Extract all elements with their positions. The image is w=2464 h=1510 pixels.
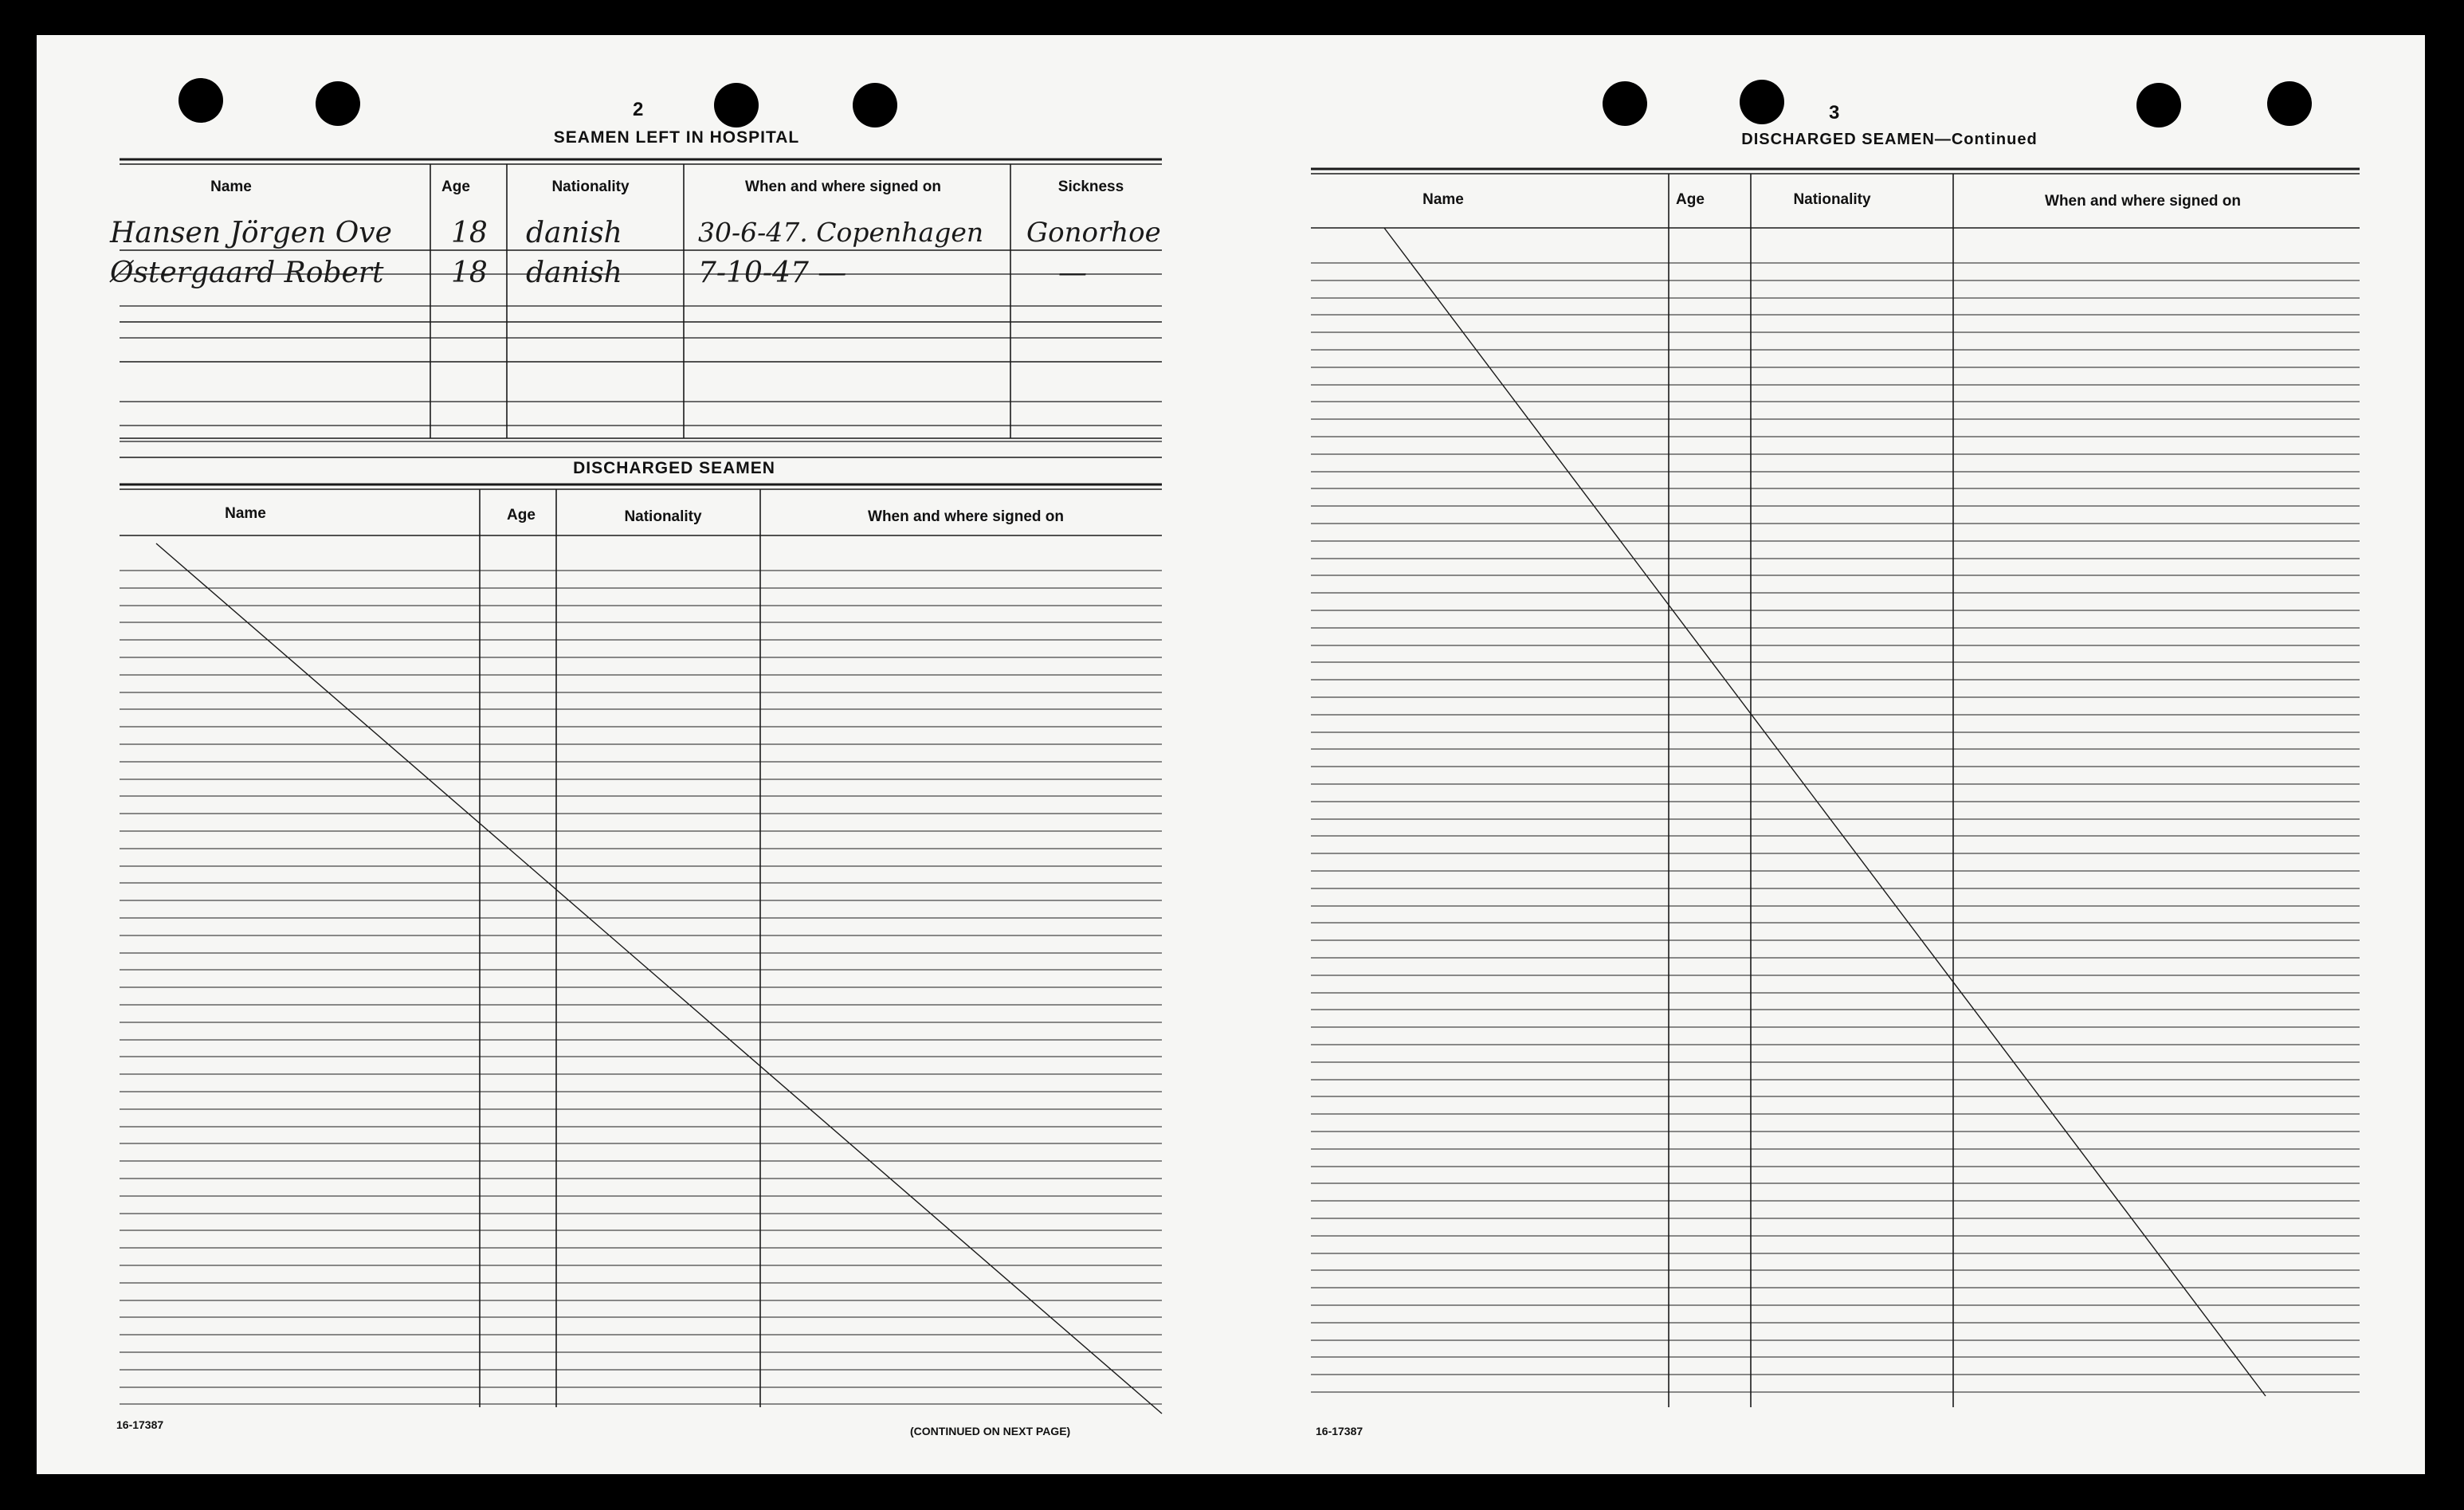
right-header-signed-on: When and where signed on [2045, 193, 2241, 210]
hospital-row-1-signed-on: 30-6-47. Copenhagen [698, 217, 984, 248]
hospital-row-2-sickness: — [1058, 257, 1087, 289]
hospital-section-title: SEAMEN LEFT IN HOSPITAL [553, 128, 800, 147]
discharged-section-title: DISCHARGED SEAMEN [573, 459, 775, 477]
form-number: 16-17387 [1316, 1425, 1363, 1437]
right-ruled-lines [1228, 35, 2425, 1474]
discharged-header-age: Age [507, 507, 536, 524]
right-section-title: DISCHARGED SEAMEN—Continued [1741, 131, 2038, 148]
hospital-header-signed-on: When and where signed on [745, 178, 941, 195]
hospital-header-sickness: Sickness [1057, 178, 1124, 195]
hospital-row-2-nationality: danish [526, 257, 622, 289]
hospital-header-name: Name [210, 178, 252, 195]
right-page [1228, 35, 2425, 1474]
cancel-stroke [1384, 228, 2266, 1396]
right-header-age: Age [1676, 191, 1705, 208]
hospital-row-2-age: 18 [451, 257, 488, 289]
left-ruled-lines [37, 35, 1228, 1474]
left-page [37, 35, 1228, 1474]
hospital-row-1-sickness: Gonorhoe [1026, 217, 1161, 249]
hospital-row-1-nationality: danish [526, 217, 622, 249]
hospital-header-nationality: Nationality [551, 178, 630, 195]
hospital-row-2-name: Østergaard Robert [110, 257, 384, 289]
discharged-header-signed-on: When and where signed on [868, 508, 1064, 525]
page-number: 3 [1829, 102, 1840, 124]
hospital-row-1-age: 18 [451, 217, 488, 249]
discharged-header-nationality: Nationality [624, 508, 702, 525]
continued-note: (CONTINUED ON NEXT PAGE) [910, 1425, 1071, 1437]
hospital-row-1-name: Hansen Jörgen Ove [110, 217, 392, 249]
hospital-header-age: Age [441, 178, 470, 195]
page-number: 2 [633, 99, 644, 120]
discharged-header-name: Name [225, 505, 266, 522]
form-number: 16-17387 [116, 1418, 164, 1431]
hospital-row-2-signed-on: 7-10-47 — [698, 257, 847, 289]
right-header-nationality: Nationality [1793, 191, 1871, 208]
right-header-name: Name [1422, 191, 1464, 208]
